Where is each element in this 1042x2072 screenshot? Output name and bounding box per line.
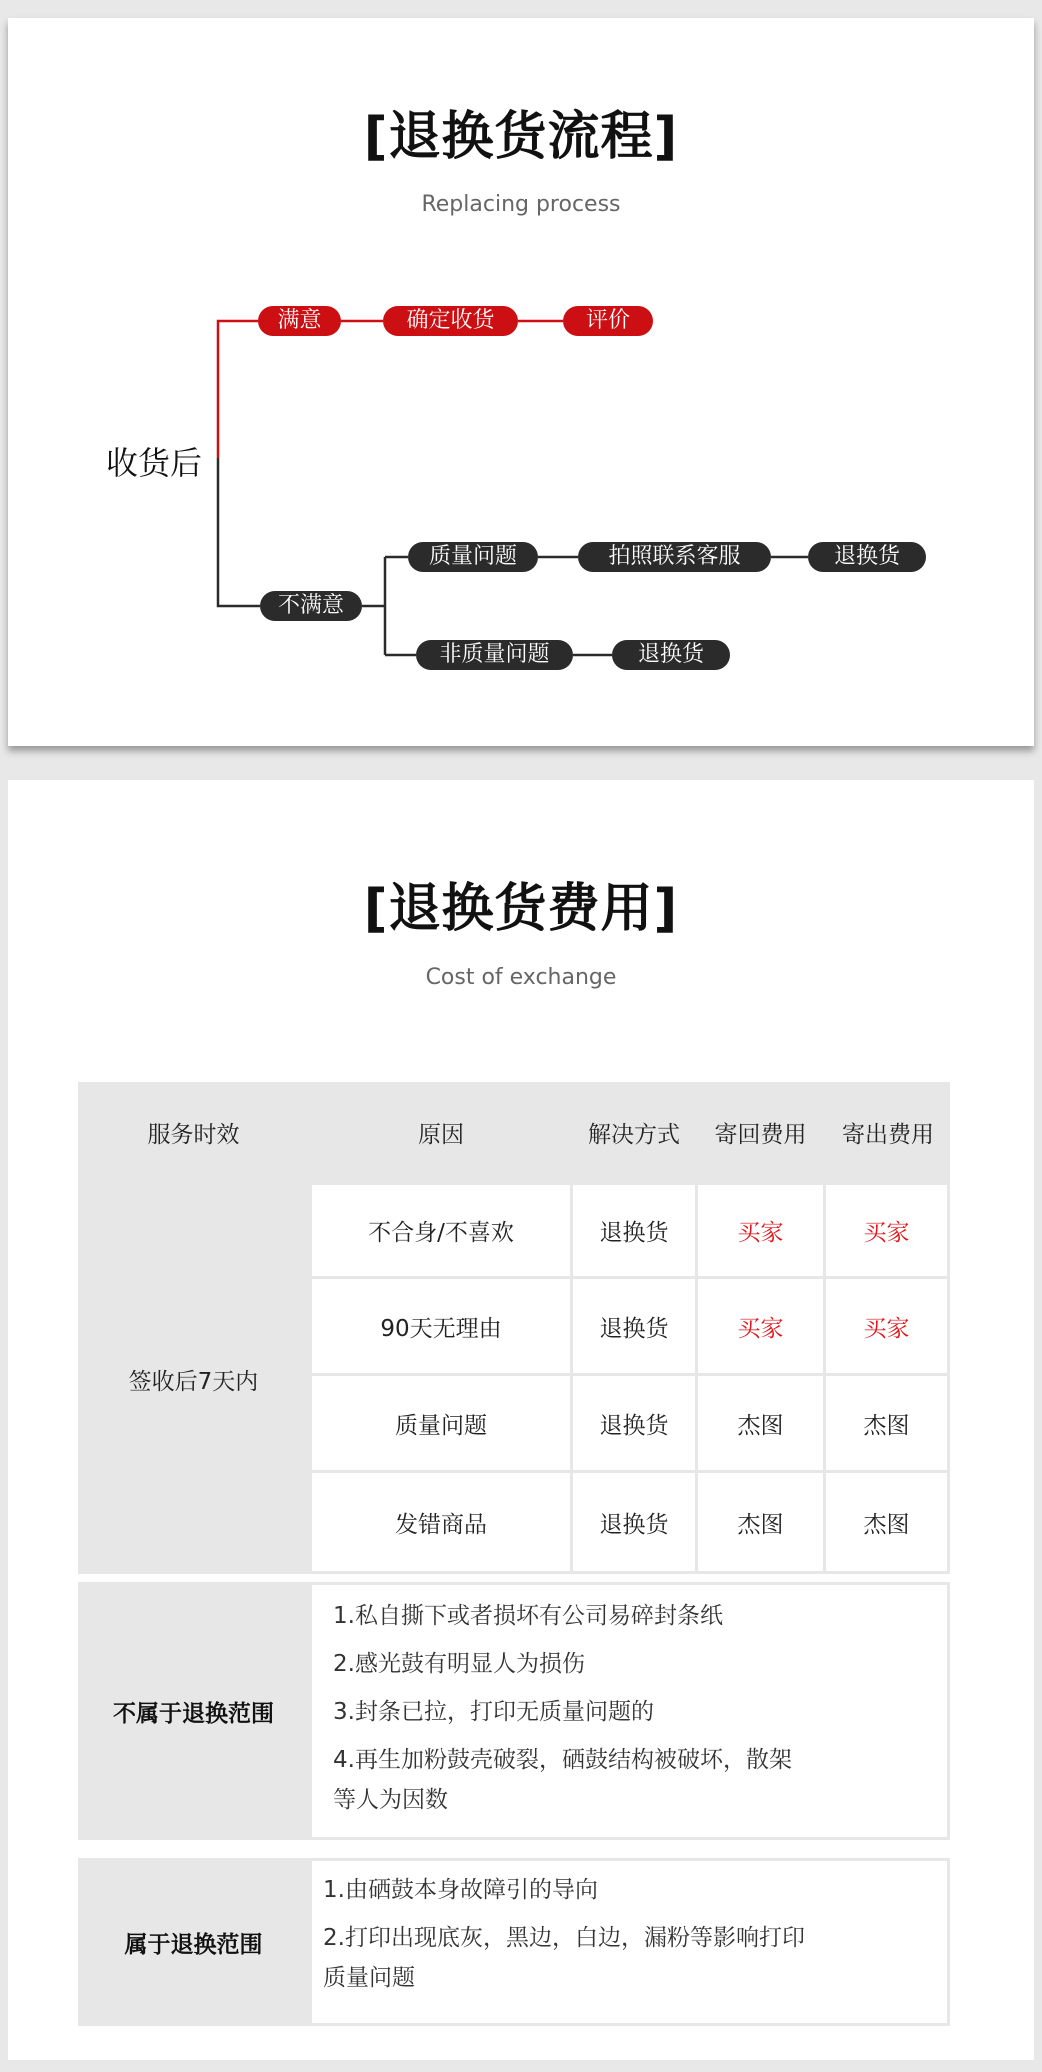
row3-return-fee: 杰图 <box>698 1376 823 1470</box>
covered-label: 属于退换范围 <box>124 1931 263 1958</box>
row4-return-fee: 杰图 <box>698 1473 823 1571</box>
row4-reason: 发错商品 <box>312 1473 570 1571</box>
row3-send-fee: 杰图 <box>826 1376 947 1470</box>
header-return-fee: 寄回费用 <box>698 1082 823 1182</box>
row3-solution: 退换货 <box>573 1376 695 1470</box>
flow-connectors <box>8 18 1034 746</box>
period-cell: 签收后7天内 <box>78 1185 309 1574</box>
fees-card <box>8 780 1034 2060</box>
node-photo-contact-service: 拍照联系客服 <box>578 542 771 572</box>
process-subtitle: Replacing process <box>421 192 621 217</box>
row2-reason: 90天无理由 <box>312 1279 570 1373</box>
node-review: 评价 <box>563 306 653 336</box>
flow-root: 收货后 <box>106 444 203 482</box>
not-covered-line-1: 1.私自撕下或者损坏有公司易碎封条纸 <box>333 1603 723 1629</box>
row2-return-fee: 买家 <box>698 1279 823 1373</box>
header-period: 服务时效 <box>78 1082 309 1182</box>
row1-solution: 退换货 <box>573 1185 695 1276</box>
process-title: [退换货流程] <box>363 107 679 167</box>
header-send-fee: 寄出费用 <box>826 1082 950 1182</box>
fees-subtitle: Cost of exchange <box>425 965 617 990</box>
connector-unsatisfied <box>218 458 260 606</box>
not-covered-line-4: 4.再生加粉鼓壳破裂，硒鼓结构被破坏，散架 <box>333 1747 792 1773</box>
row3-reason: 质量问题 <box>312 1376 570 1470</box>
covered-line-2: 2.打印出现底灰，黑边，白边，漏粉等影响打印 <box>323 1925 805 1951</box>
covered-line-3: 质量问题 <box>323 1965 415 1991</box>
node-non-quality-exchange: 退换货 <box>612 640 730 670</box>
not-covered-line-2: 2.感光鼓有明显人为损伤 <box>333 1651 585 1677</box>
node-satisfied: 满意 <box>258 306 341 336</box>
connector-satisfied <box>218 321 258 458</box>
row1-return-fee: 买家 <box>698 1185 823 1276</box>
row4-solution: 退换货 <box>573 1473 695 1571</box>
header-reason: 原因 <box>312 1082 570 1182</box>
row2-solution: 退换货 <box>573 1279 695 1373</box>
process-card <box>8 18 1034 746</box>
row1-send-fee: 买家 <box>826 1185 947 1276</box>
not-covered-line-5: 等人为因数 <box>333 1787 448 1813</box>
header-solution: 解决方式 <box>573 1082 695 1182</box>
not-covered-line-3: 3.封条已拉，打印无质量问题的 <box>333 1699 654 1725</box>
node-quality-exchange: 退换货 <box>808 542 926 572</box>
node-confirm-receipt: 确定收货 <box>383 306 518 336</box>
fees-title: [退换货费用] <box>363 879 679 939</box>
node-unsatisfied: 不满意 <box>260 591 362 621</box>
not-covered-label: 不属于退换范围 <box>113 1700 274 1727</box>
node-non-quality-issue: 非质量问题 <box>416 640 573 670</box>
row2-send-fee: 买家 <box>826 1279 947 1373</box>
row1-reason: 不合身/不喜欢 <box>312 1185 570 1276</box>
row4-send-fee: 杰图 <box>826 1473 947 1571</box>
covered-line-1: 1.由硒鼓本身故障引的导向 <box>323 1877 598 1903</box>
node-quality-issue: 质量问题 <box>408 542 538 572</box>
